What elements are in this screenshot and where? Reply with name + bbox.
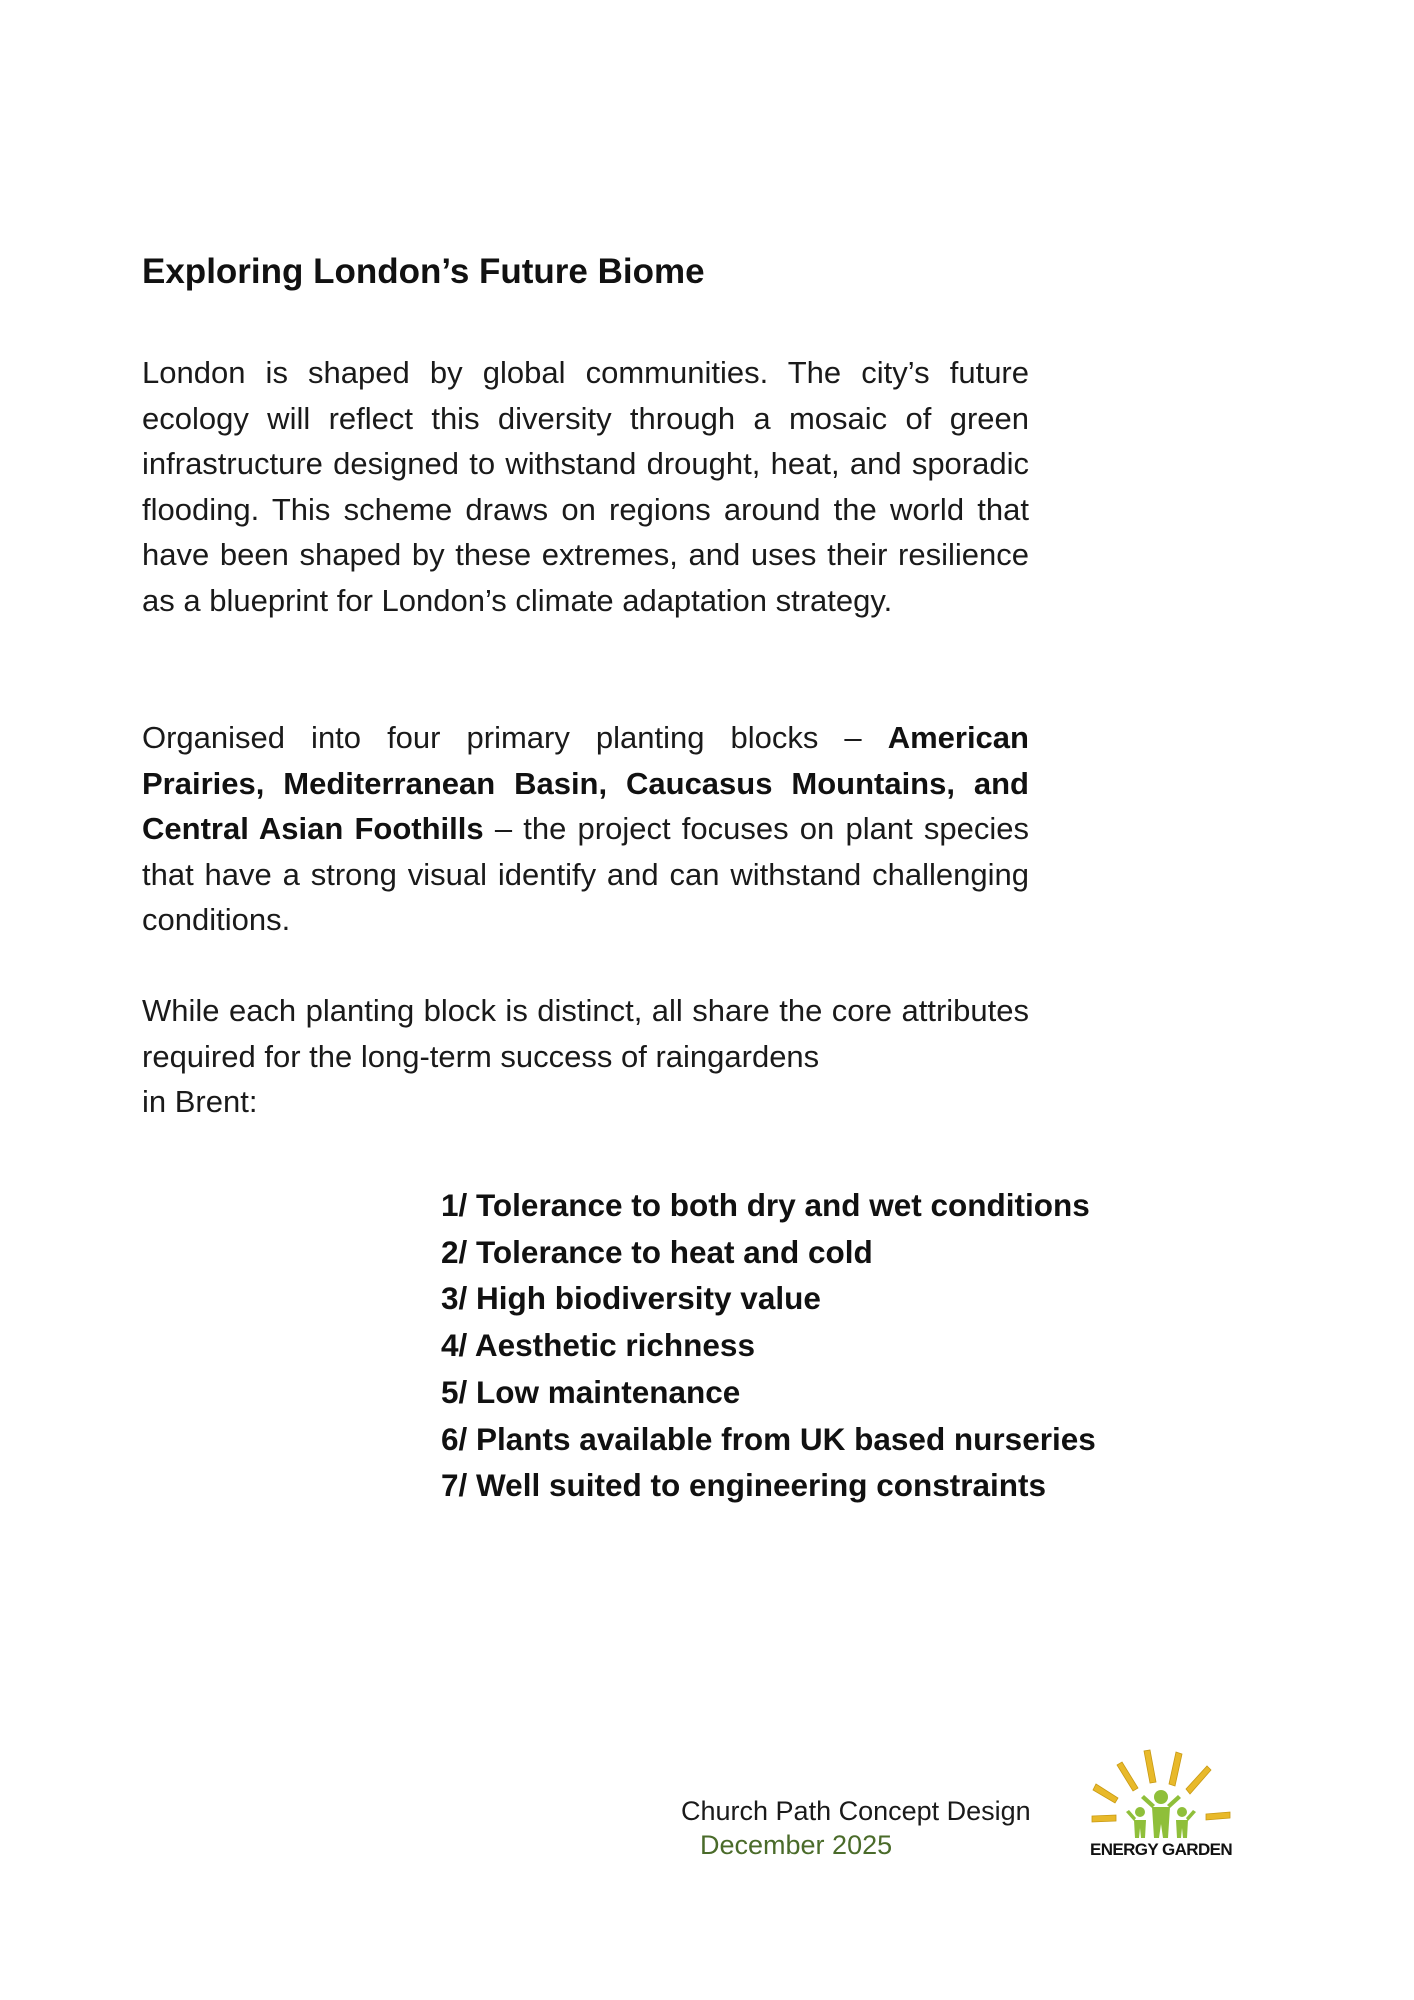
- planting-blocks-paragraph: [142, 715, 1029, 943]
- criteria-item: 5/ Low maintenance: [441, 1373, 741, 1410]
- criteria-item: 4/ Aesthetic richness: [441, 1327, 755, 1364]
- footer-date: December 2025: [700, 1830, 893, 1860]
- attributes-paragraph: [142, 988, 1029, 1125]
- page-title: Exploring London’s Future Biome: [142, 252, 705, 291]
- footer-project-title: Church Path Concept Design: [681, 1796, 1031, 1826]
- criteria-item: 6/ Plants available from UK based nurseries: [441, 1420, 1096, 1457]
- planting-blocks-lead: Organised into four primary planting blocks –: [142, 720, 862, 755]
- planting-blocks-trail: – the project focuses on plant species that have a strong visual identify and can withstand challenging conditions.: [142, 811, 1029, 937]
- criteria-item: 1/ Tolerance to both dry and wet conditions: [441, 1187, 1090, 1223]
- criteria-item: 2/ Tolerance to heat and cold: [441, 1233, 873, 1270]
- energy-garden-logo-icon: [1086, 1742, 1236, 1842]
- planting-blocks-names: American Prairies, Mediterranean Basin, Caucasus Mountains, and Central Asian Foothills: [142, 720, 1029, 846]
- energy-garden-logo: [1086, 1742, 1236, 1864]
- intro-paragraph: London is shaped by global communities. The city’s future ecology will reflect this diversity through a mosaic of green infrastructure designed to withstand drought, heat, and sporadic flooding. This scheme draws on regions around the world that have been shaped by these extremes, and uses their resilience as a blueprint for London’s climate adaptation strategy.: [142, 355, 1029, 618]
- criteria-item: 3/ High biodiversity value: [441, 1280, 821, 1317]
- attributes-main: While each planting block is distinct, all share the core attributes required for the long-term success of raingardens: [142, 993, 1029, 1074]
- logo-text: ENERGY GARDEN: [1089, 1840, 1233, 1859]
- attributes-last-line: in Brent:: [142, 1084, 258, 1119]
- criteria-list: [441, 1182, 1096, 1509]
- criteria-item: 7/ Well suited to engineering constraints: [441, 1467, 1047, 1504]
